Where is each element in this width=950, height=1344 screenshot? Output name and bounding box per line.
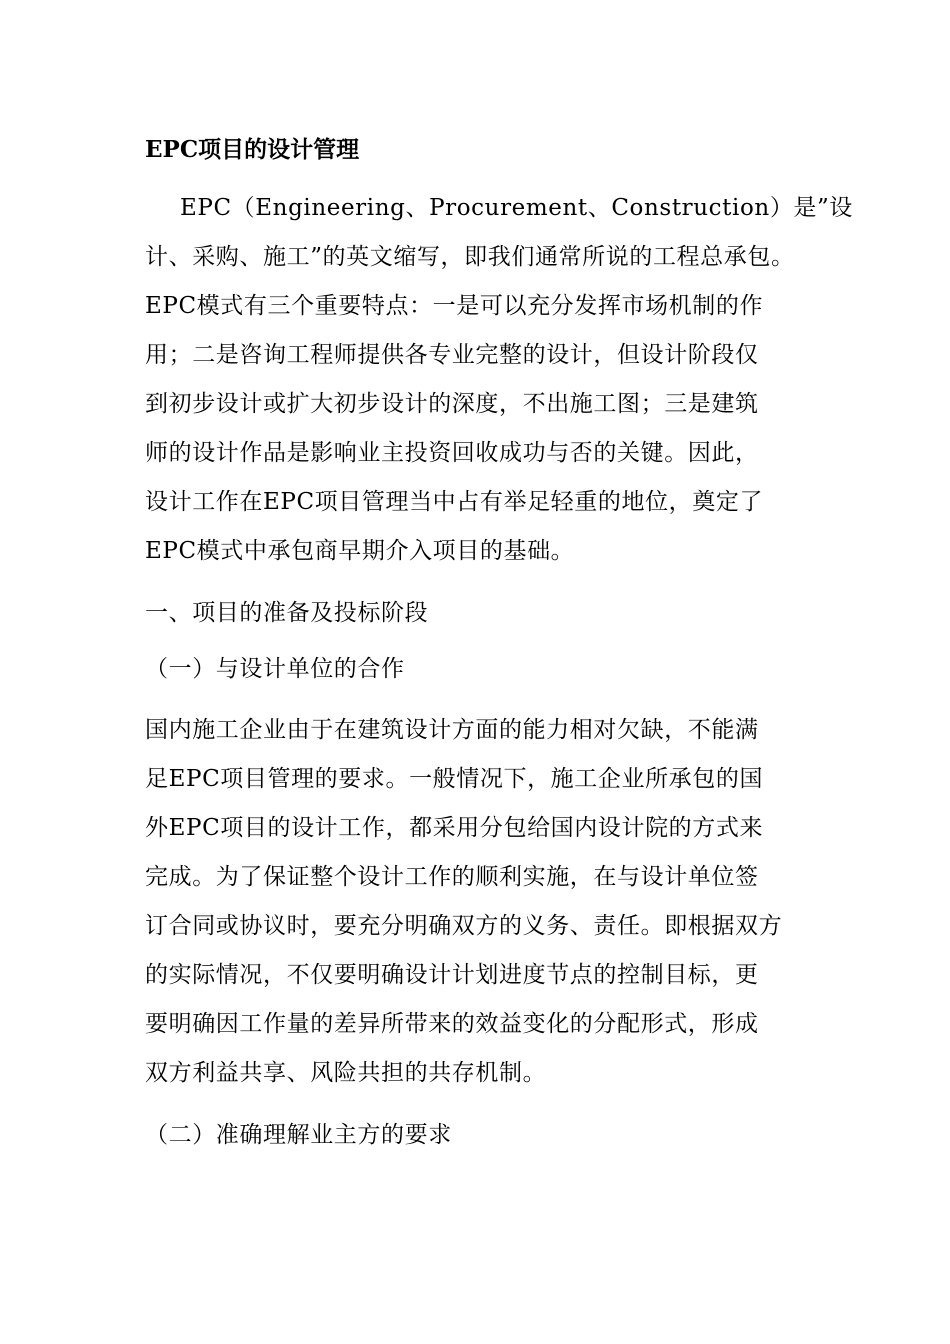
intro-line: EPC（Engineering、Procurement、Construction）是”设	[180, 195, 853, 221]
document-title: EPC项目的设计管理	[145, 136, 360, 163]
section-heading: 一、项目的准备及投标阶段	[145, 600, 429, 626]
intro-line: 师的设计作品是影响业主投资回收成功与否的关键。因此，	[145, 440, 759, 466]
body-line: 要明确因工作量的差异所带来的效益变化的分配形式，形成	[145, 1011, 759, 1037]
subsection-heading: （二）准确理解业主方的要求	[145, 1122, 452, 1148]
body-line: 外EPC项目的设计工作，都采用分包给国内设计院的方式来	[145, 815, 764, 841]
intro-line: EPC模式中承包商早期介入项目的基础。	[145, 538, 575, 564]
intro-line: EPC模式有三个重要特点：一是可以充分发挥市场机制的作	[145, 293, 764, 319]
body-line: 足EPC项目管理的要求。一般情况下，施工企业所承包的国	[145, 766, 764, 792]
body-line: 的实际情况，不仅要明确设计计划进度节点的控制目标，更	[145, 962, 759, 988]
body-line: 国内施工企业由于在建筑设计方面的能力相对欠缺，不能满	[145, 717, 759, 743]
intro-line: 用；二是咨询工程师提供各专业完整的设计，但设计阶段仅	[145, 342, 759, 368]
subsection-heading: （一）与设计单位的合作	[145, 656, 405, 682]
body-line: 双方利益共享、风险共担的共存机制。	[145, 1060, 547, 1086]
body-line: 完成。为了保证整个设计工作的顺利实施，在与设计单位签	[145, 864, 759, 890]
body-line: 订合同或协议时，要充分明确双方的义务、责任。即根据双方	[145, 913, 783, 939]
intro-line: 计、采购、施工”的英文缩写，即我们通常所说的工程总承包。	[145, 244, 795, 270]
intro-line: 设计工作在EPC项目管理当中占有举足轻重的地位，奠定了	[145, 489, 764, 515]
intro-line: 到初步设计或扩大初步设计的深度，不出施工图；三是建筑	[145, 391, 759, 417]
